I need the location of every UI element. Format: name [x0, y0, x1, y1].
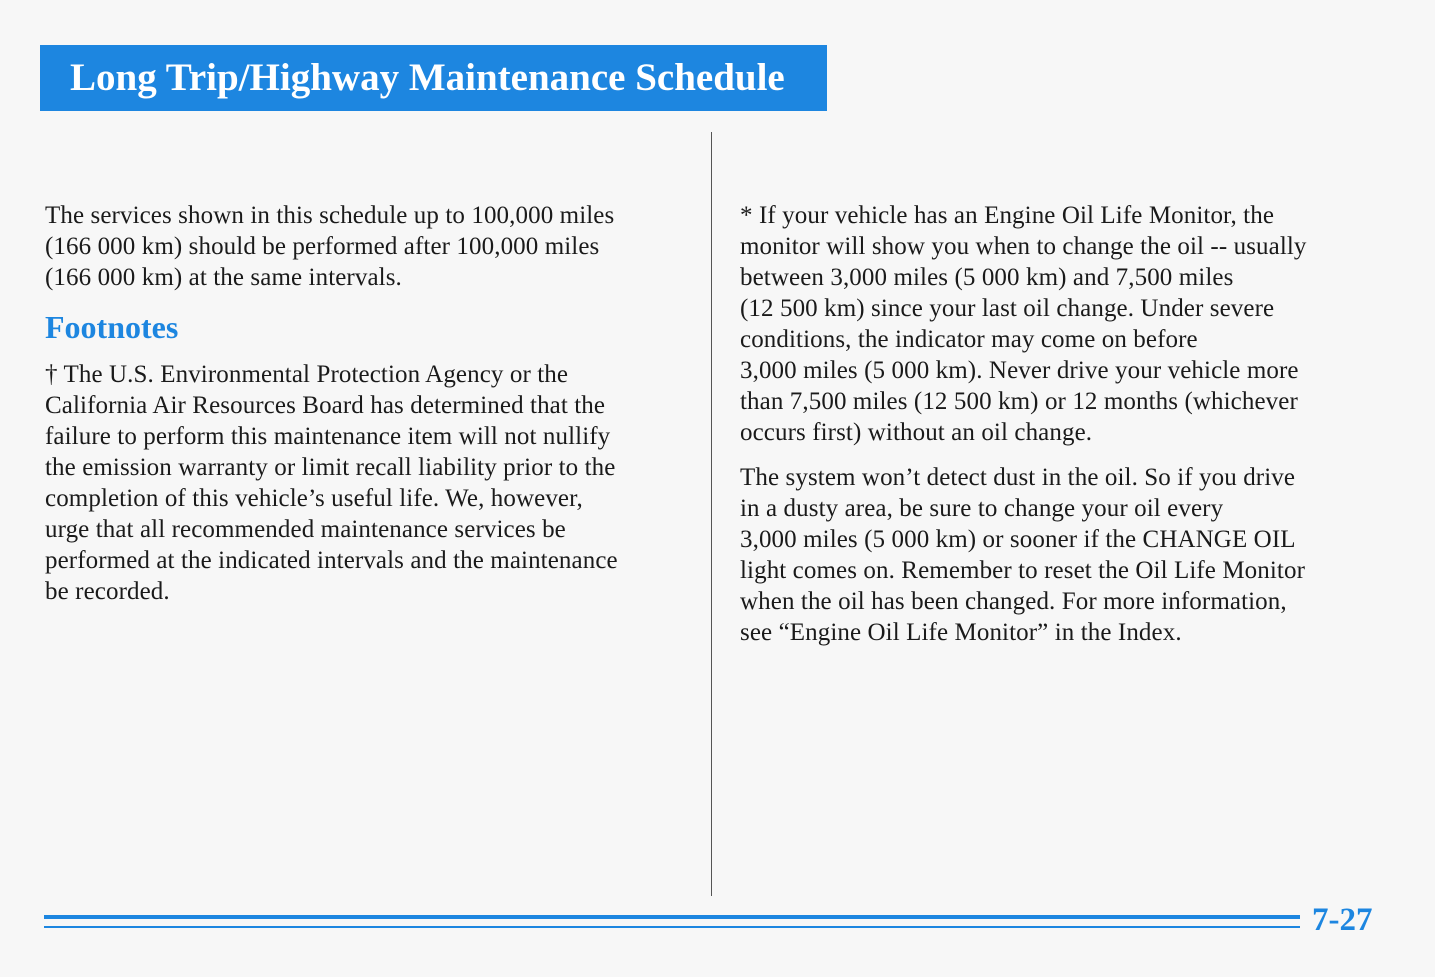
- footnote-line: urge that all recommended maintenance services be: [45, 516, 566, 543]
- footnote-line: (12 500 km) since your last oil change. Under severe: [740, 295, 1275, 322]
- page-title: Long Trip/Highway Maintenance Schedule: [70, 56, 785, 99]
- column-divider: [711, 132, 712, 896]
- footnote-line: monitor will show you when to change the oil -- usually: [740, 233, 1307, 260]
- left-column: [45, 200, 690, 621]
- footnote-line: completion of this vehicle’s useful life. We, however,: [45, 485, 583, 512]
- footnote-line: the emission warranty or limit recall liability prior to the: [45, 454, 616, 481]
- footer-rule-thin: [44, 926, 1300, 928]
- footnote-line: occurs first) without an oil change.: [740, 419, 1093, 446]
- page-title-banner: [40, 45, 827, 111]
- footnote-line: between 3,000 miles (5 000 km) and 7,500 miles: [740, 264, 1234, 291]
- paragraph-line: The system won’t detect dust in the oil. So if you drive: [740, 464, 1296, 491]
- footnote-line: California Air Resources Board has determined that the: [45, 392, 606, 419]
- footnote-line: than 7,500 miles (12 500 km) or 12 months (whichever: [740, 388, 1298, 415]
- page-number: 7-27: [1312, 902, 1373, 938]
- footnote-line: failure to perform this maintenance item will not nullify: [45, 423, 611, 450]
- footnote-line: † The U.S. Environmental Protection Agency or the: [45, 361, 569, 388]
- footnote-line: * If your vehicle has an Engine Oil Life Monitor, the: [740, 202, 1275, 229]
- paragraph-line: light comes on. Remember to reset the Oil Life Monitor: [740, 557, 1305, 584]
- intro-line: (166 000 km) at the same intervals.: [45, 264, 402, 291]
- footnote-line: performed at the indicated intervals and the maintenance: [45, 547, 618, 574]
- intro-paragraph: [45, 200, 690, 293]
- paragraph-line: in a dusty area, be sure to change your oil every: [740, 495, 1224, 522]
- footnote-line: 3,000 miles (5 000 km). Never drive your vehicle more: [740, 357, 1299, 384]
- paragraph-line: see “Engine Oil Life Monitor” in the Index.: [740, 619, 1182, 646]
- footnotes-heading: Footnotes: [45, 309, 179, 345]
- paragraph-line: when the oil has been changed. For more information,: [740, 588, 1287, 615]
- intro-line: The services shown in this schedule up to 100,000 miles: [45, 202, 615, 229]
- footnote-line: be recorded.: [45, 578, 170, 605]
- dagger-footnote: [45, 359, 690, 607]
- right-column: [740, 200, 1385, 662]
- footer-rule-thick: [44, 915, 1300, 919]
- intro-line: (166 000 km) should be performed after 100,000 miles: [45, 233, 600, 260]
- paragraph-line: 3,000 miles (5 000 km) or sooner if the CHANGE OIL: [740, 526, 1296, 553]
- dust-paragraph: [740, 462, 1385, 648]
- asterisk-footnote: [740, 200, 1385, 448]
- footnote-line: conditions, the indicator may come on before: [740, 326, 1198, 353]
